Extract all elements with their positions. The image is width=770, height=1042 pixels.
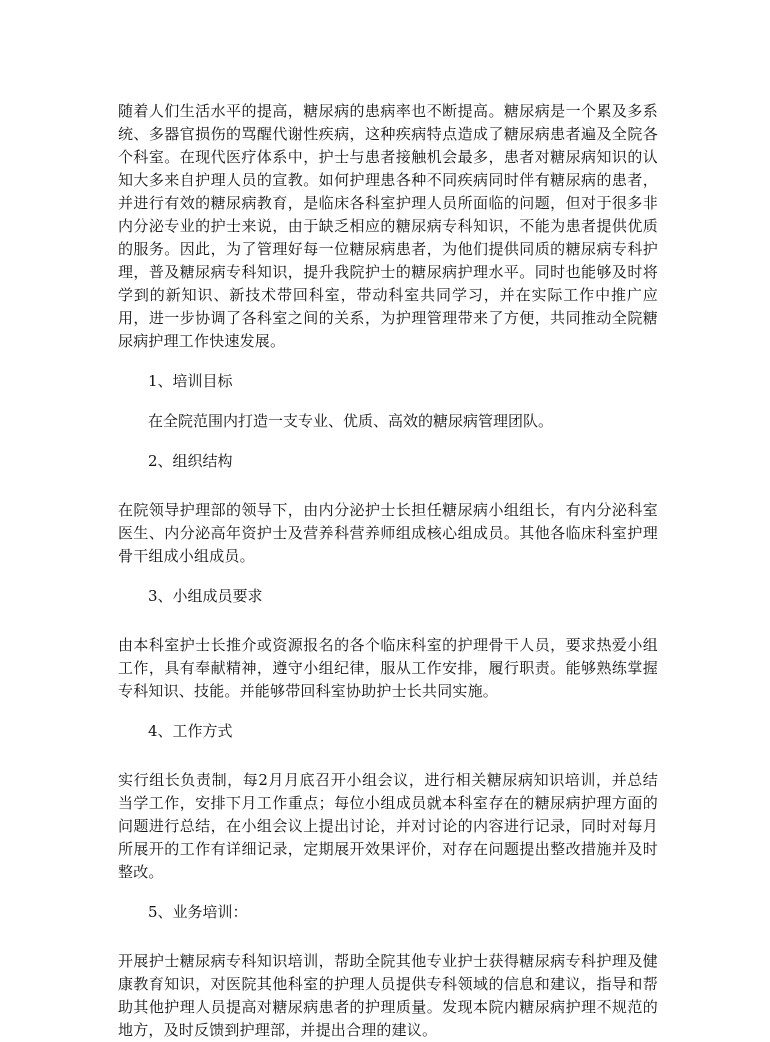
document-page: [118, 100, 658, 1042]
section-heading-business-training: 5、业务培训：: [148, 903, 248, 921]
section-body-member-requirements: 由本科室护士长推介或资源报名的各个临床科室的护理骨干人员，要求热爱小组工作，具有奉献精神，遵守小组纪律，服从工作安排，履行职责。能够熟练掌握专科知识、技能。并能够带回科室协助护士长共同实施。: [118, 636, 658, 700]
section-body-business-training: 开展护士糖尿病专科知识培训，帮助全院其他专业护士获得糖尿病专科护理及健康教育知识，对医院其他科室的护理人员提供专科领域的信息和建议，指导和帮助其他护理人员提高对糖尿病患者的护理质量。发现本院内糖尿病护理不规范的地方，及时反馈到护理部，并提出合理的建议。: [118, 952, 658, 1039]
section-body-organization: 在院领导护理部的领导下，由内分泌护士长担任糖尿病小组组长，有内分泌科室医生、内分泌高年资护士及营养科营养师组成核心组成员。其他各临床科室护理骨干组成小组成员。: [118, 501, 658, 565]
section-heading-organization: 2、组织结构: [148, 452, 233, 470]
section-body-work-method: 实行组长负责制，每2月月底召开小组会议，进行相关糖尿病知识培训，并总结当学工作，安排下月工作重点；每位小组成员就本科室存在的糖尿病护理方面的问题进行总结，在小组会议上提出讨论，并对讨论的内容进行记录，同时对每月所展开的工作有详细记录，定期展开效果评价，对存在问题提出整改措施并及时整改。: [118, 771, 658, 881]
section-heading-training-goal: 1、培训目标: [148, 372, 233, 390]
section-heading-work-method: 4、工作方式: [148, 722, 233, 740]
intro-paragraph: 随着人们生活水平的提高，糖尿病的患病率也不断提高。糖尿病是一个累及多系统、多器官损伤的骂醒代谢性疾病，这种疾病特点造成了糖尿病患者遍及全院各个科室。在现代医疗体系中，护士与患者接触机会最多，患者对糖尿病知识的认知大多来自护理人员的宣教。如何护理患各种不同疾病同时伴有糖尿病的患者，并进行有效的糖尿病教育，是临床各科室护理人员所面临的问题，但对于很多非内分泌专业的护士来说，由于缺乏相应的糖尿病专科知识，不能为患者提供优质的服务。因此，为了管理好每一位糖尿病患者，为他们提供同质的糖尿病专科护理，普及糖尿病专科知识，提升我院护士的糖尿病护理水平。同时也能够及时将学到的新知识、新技术带回科室，带动科室共同学习，并在实际工作中推广应用，进一步协调了各科室之间的关系，为护理管理带来了方便，共同推动全院糖尿病护理工作快速发展。: [118, 102, 658, 350]
section-heading-member-requirements: 3、小组成员要求: [148, 587, 263, 605]
section-body-training-goal: 在全院范围内打造一支专业、优质、高效的糖尿病管理团队。: [148, 412, 554, 430]
